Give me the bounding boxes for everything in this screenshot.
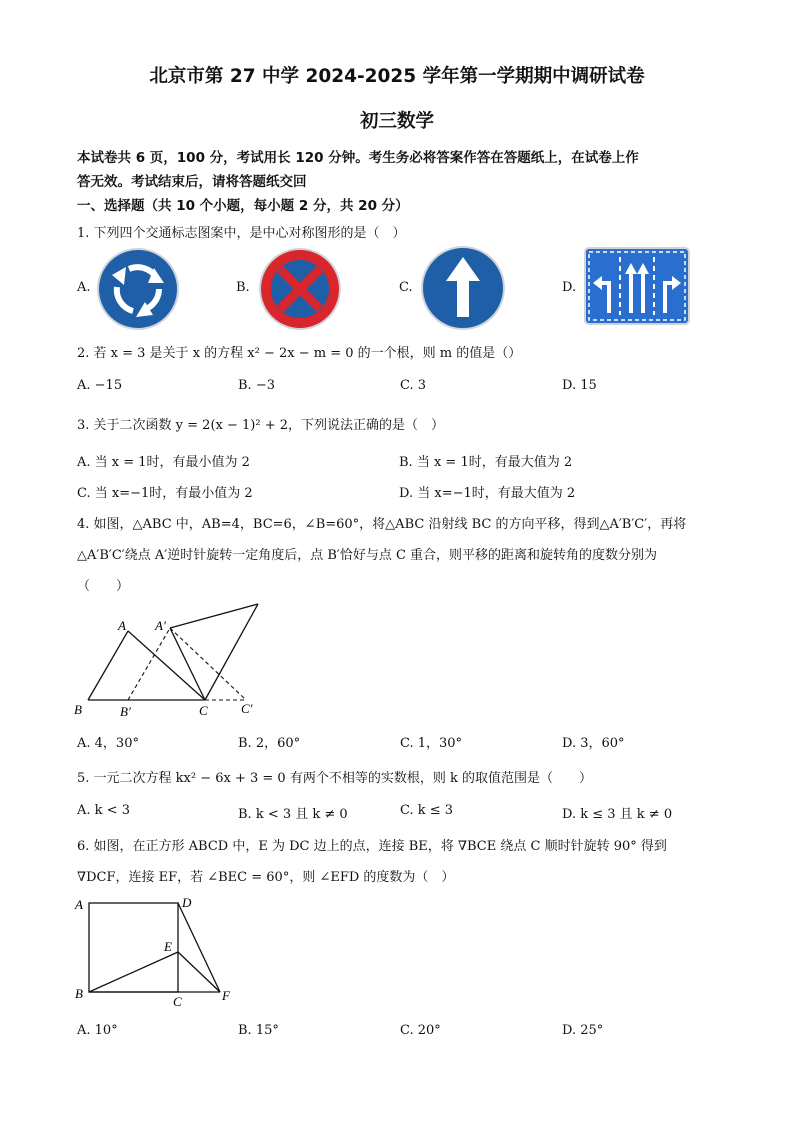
point-e-label: E	[164, 939, 172, 954]
question-2-stem: 2. 若 x = 3 是关于 x 的方程 x² − 2x − m = 0 的一个根，则 m 的值是（）	[77, 346, 522, 361]
question-6-line-1: 6. 如图，在正方形 ABCD 中，E 为 DC 边上的点，连接 BE，将 ∇BCE 绕点 C 顺时针旋转 90° 得到	[77, 839, 667, 854]
q3-option-b: B. 当 x = 1时，有最大值为 2	[399, 455, 573, 470]
q6-option-c: C. 20°	[400, 1023, 441, 1038]
q1-option-a-label: A.	[77, 280, 91, 295]
question-4-line-3: （ ）	[77, 579, 130, 594]
q6-option-a: A. 10°	[77, 1023, 118, 1038]
q3-option-a: A. 当 x = 1时，有最小值为 2	[77, 455, 250, 470]
no-stopping-sign-icon	[258, 247, 342, 331]
exam-title: 北京市第 27 中学 2024-2025 学年第一学期期中调研试卷	[149, 66, 645, 87]
q2-option-d: D. 15	[562, 378, 597, 393]
question-4-line-2: △A′B′C′绕点 A′逆时针旋转一定角度后，点 B′恰好与点 C 重合，则平移的距离和旋转角的度数分别为	[77, 548, 658, 563]
q1-option-b-label: B.	[236, 280, 250, 295]
q2-option-b: B. −3	[238, 378, 275, 393]
q5-option-a: A. k < 3	[77, 803, 130, 818]
q4-option-a: A. 4，30°	[77, 736, 139, 751]
q6-option-b: B. 15°	[238, 1023, 279, 1038]
q3-option-d: D. 当 x=−1时，有最大值为 2	[399, 486, 576, 501]
triangle-translation-figure	[70, 598, 270, 720]
question-1-stem: 1. 下列四个交通标志图案中，是中心对称图形的是（ ）	[77, 226, 406, 241]
point-c-label: C	[199, 703, 208, 718]
point-c-prime-label: C′	[241, 701, 253, 716]
point-a-label: A	[118, 618, 126, 633]
exam-subtitle: 初三数学	[359, 111, 434, 132]
q1-option-c-label: C.	[399, 280, 413, 295]
notice-line-2: 答无效。考试结束后，请将答题纸交回	[77, 174, 307, 190]
question-5-stem: 5. 一元二次方程 kx² − 6x + 3 = 0 有两个不相等的实数根，则 k 的取值范围是（ ）	[77, 771, 592, 786]
point-b-prime-label: B′	[120, 704, 131, 719]
q4-option-c: C. 1，30°	[400, 736, 463, 751]
point-f-label: F	[222, 988, 230, 1003]
q5-option-d: D. k ≤ 3 且 k ≠ 0	[562, 807, 673, 822]
lane-direction-sign-icon	[584, 247, 690, 325]
notice-line-1: 本试卷共 6 页，100 分，考试用长 120 分钟。考生务必将答案作答在答题纸上，在试卷上作	[77, 150, 639, 166]
point-b-label: B	[75, 986, 83, 1001]
q4-option-b: B. 2，60°	[238, 736, 301, 751]
point-d-label: D	[182, 895, 192, 910]
question-3-stem: 3. 关于二次函数 y = 2(x − 1)² + 2，下列说法正确的是（ ）	[77, 418, 444, 433]
point-a-label: A	[75, 897, 83, 912]
point-b-label: B	[74, 702, 82, 717]
q5-option-b: B. k < 3 且 k ≠ 0	[238, 807, 348, 822]
q4-option-d: D. 3，60°	[562, 736, 625, 751]
q5-option-c: C. k ≤ 3	[400, 803, 454, 818]
q6-option-d: D. 25°	[562, 1023, 604, 1038]
square-rotation-figure	[70, 892, 240, 1012]
q3-option-c: C. 当 x=−1时，有最小值为 2	[77, 486, 253, 501]
q1-option-d-label: D.	[562, 280, 577, 295]
point-c-label: C	[173, 994, 182, 1009]
q2-option-c: C. 3	[400, 378, 427, 393]
point-a-prime-label: A′	[155, 618, 166, 633]
section-heading: 一、选择题（共 10 个小题，每小题 2 分，共 20 分）	[77, 198, 409, 214]
question-6-line-2: ∇DCF，连接 EF，若 ∠BEC = 60°，则 ∠EFD 的度数为（ ）	[77, 870, 455, 885]
ahead-only-sign-icon	[420, 245, 506, 331]
question-4-line-1: 4. 如图，△ABC 中，AB=4，BC=6，∠B=60°，将△ABC 沿射线 BC 的方向平移，得到△A′B′C′，再将	[77, 517, 687, 532]
q2-option-a: A. −15	[77, 378, 123, 393]
roundabout-sign-icon	[96, 247, 180, 331]
